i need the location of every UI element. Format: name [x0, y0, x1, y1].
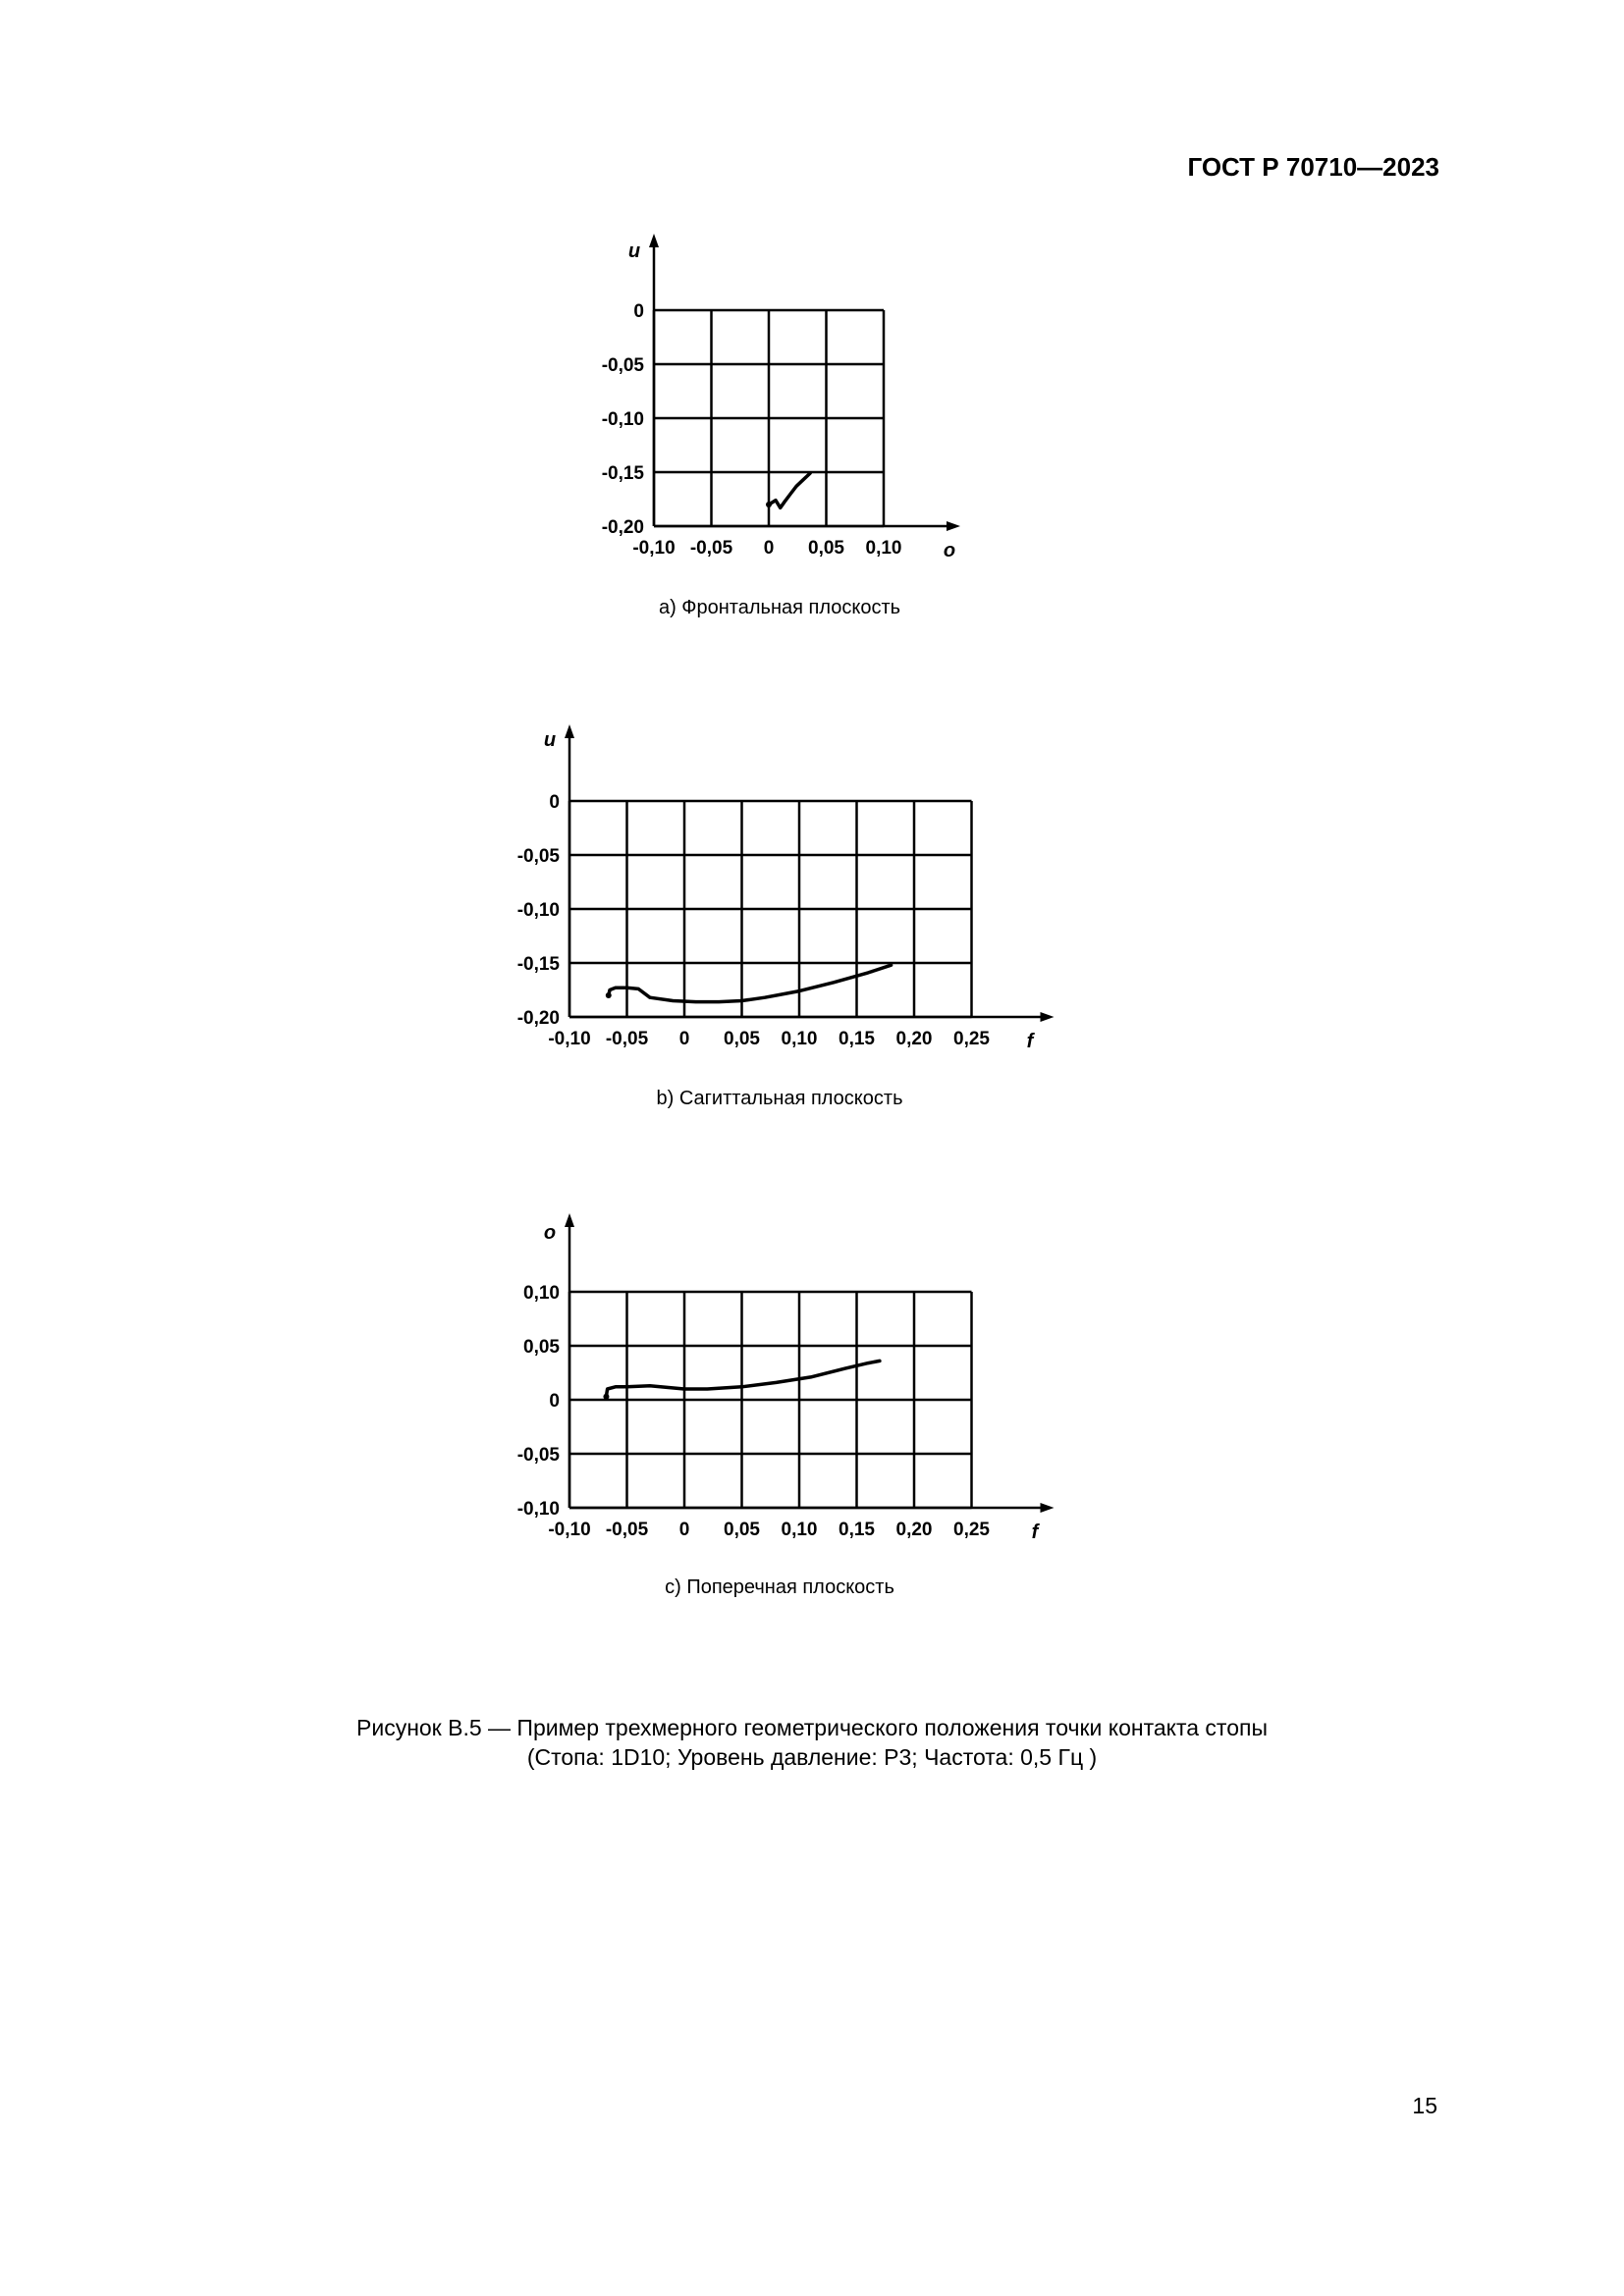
figure-caption-line2: (Стопа: 1D10; Уровень давление: Р3; Частота: 0,5 Гц ): [526, 1744, 1098, 1770]
subcaption-sagittal: b) Сагиттальная плоскость: [656, 1088, 903, 1109]
series-start-point: [766, 502, 772, 507]
x-tick-label: 0,25: [953, 1520, 990, 1540]
subcaption-frontal: а) Фронтальная плоскость: [658, 597, 901, 618]
x-tick-label: -0,10: [632, 538, 676, 559]
x-axis-label: f: [1031, 1522, 1039, 1543]
y-tick-label: -0,20: [516, 1008, 560, 1029]
y-axis-label: u: [627, 240, 641, 262]
y-tick-label: -0,15: [516, 954, 560, 975]
x-tick-label: -0,10: [548, 1520, 591, 1540]
x-tick-label: 0,20: [895, 1029, 933, 1049]
x-tick-label: 0: [678, 1029, 690, 1049]
document-code: ГОСТ Р 70710—2023: [1187, 152, 1439, 182]
y-axis-label: u: [543, 729, 557, 751]
x-tick-label: 0,05: [808, 538, 844, 559]
y-axis-arrow: [649, 234, 659, 247]
x-axis-arrow: [947, 521, 960, 531]
y-tick-label: -0,10: [516, 900, 560, 921]
figure-caption: [0, 1713, 1624, 1772]
y-tick-label: 0: [549, 1391, 560, 1412]
x-tick-label: 0: [678, 1520, 690, 1540]
x-tick-label: 0,05: [724, 1029, 760, 1049]
y-tick-label: -0,05: [601, 355, 644, 376]
x-tick-label: 0,20: [895, 1520, 933, 1540]
x-axis-label: o: [943, 540, 956, 561]
y-tick-label: -0,10: [516, 1499, 560, 1520]
figure-caption-line1: Рисунок В.5 — Пример трехмерного геометрического положения точки контакта стопы: [356, 1715, 1268, 1740]
y-tick-label: -0,05: [516, 1445, 560, 1466]
subcaption-transverse: c) Поперечная плоскость: [665, 1576, 894, 1598]
x-tick-label: 0,10: [781, 1029, 818, 1049]
page-number: 15: [1412, 2093, 1437, 2118]
series-line-trajectory: [769, 473, 810, 507]
x-tick-label: -0,10: [548, 1029, 591, 1049]
y-tick-label: -0,10: [601, 409, 644, 430]
x-tick-label: 0,10: [781, 1520, 818, 1540]
y-tick-label: -0,15: [601, 463, 644, 484]
x-tick-label: -0,05: [689, 538, 733, 559]
x-tick-label: 0,25: [953, 1029, 990, 1049]
y-tick-label: 0: [549, 792, 560, 813]
x-tick-label: -0,05: [605, 1520, 649, 1540]
x-tick-label: 0: [763, 538, 775, 559]
y-axis-label: o: [543, 1222, 557, 1244]
x-tick-label: 0,05: [724, 1520, 760, 1540]
x-tick-label: 0,15: [839, 1520, 875, 1540]
x-tick-label: 0,15: [839, 1029, 875, 1049]
y-tick-label: 0: [633, 301, 644, 322]
x-tick-label: -0,05: [605, 1029, 649, 1049]
y-tick-label: 0,10: [523, 1283, 560, 1304]
x-axis-label: f: [1026, 1031, 1034, 1052]
x-tick-label: 0,10: [865, 538, 902, 559]
y-tick-label: 0,05: [523, 1337, 560, 1358]
y-tick-label: -0,20: [601, 517, 644, 538]
y-tick-label: -0,05: [516, 846, 560, 867]
